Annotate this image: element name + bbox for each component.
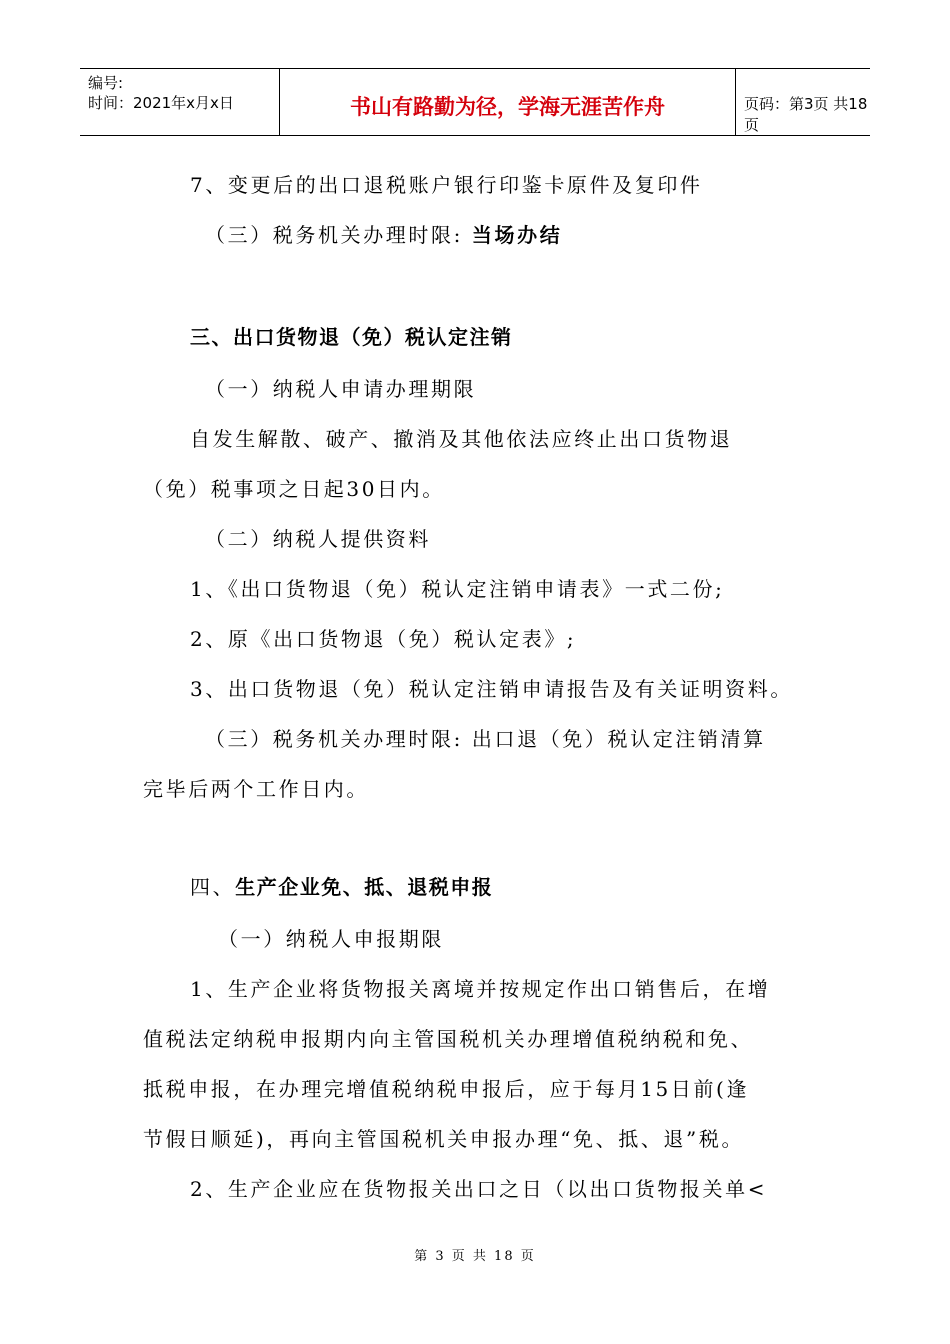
paragraph-line	[205, 220, 562, 250]
paragraph-line: 节假日顺延)，再向主管国税机关申报办理“免、抵、退”税。	[143, 1127, 745, 1151]
paragraph-line: （一）纳税人申请办理期限	[205, 377, 477, 401]
paragraph-line: 完毕后两个工作日内。	[143, 777, 369, 801]
header-date: 时间：2021年x月x日	[88, 94, 234, 112]
header-motto: 书山有路勤为径，学海无涯苦作舟	[350, 95, 665, 119]
paragraph-line: （二）纳税人提供资料	[205, 527, 431, 551]
paragraph-line: （一）纳税人申报期限	[218, 927, 444, 951]
header-page-info: 页码：第3页 共18页	[744, 95, 868, 134]
paragraph-line: 1、生产企业将货物报关离境并按规定作出口销售后，在增	[190, 977, 771, 1001]
header-number: 编号:	[88, 74, 124, 92]
page-header	[80, 68, 870, 136]
paragraph-line: 自发生解散、破产、撤消及其他依法应终止出口货物退	[190, 427, 733, 451]
time-limit-label: （三）税务机关办理时限:	[205, 223, 463, 247]
paragraph-line: 值税法定纳税申报期内向主管国税机关办理增值税纳税和免、	[143, 1027, 754, 1051]
time-limit-value: 当场办结	[471, 223, 563, 247]
section-heading: 三、出口货物退（免）税认定注销	[190, 325, 513, 349]
section-title: 生产企业免、抵、退税申报	[235, 875, 494, 899]
paragraph-line: 2、原《出口货物退（免）税认定表》;	[190, 627, 577, 651]
paragraph-line: （三）税务机关办理时限: 出口退（免）税认定注销清算	[205, 727, 766, 751]
section-number: 四、	[190, 875, 236, 899]
header-motto-cell	[280, 69, 736, 135]
paragraph-line: 2、生产企业应在货物报关出口之日（以出口货物报关单<	[190, 1177, 768, 1201]
paragraph-line: 1、《出口货物退（免）税认定注销申请表》一式二份;	[190, 577, 725, 601]
paragraph-line: 抵税申报，在办理完增值税纳税申报后，应于每月15日前(逢	[143, 1077, 750, 1101]
paragraph-line: 7、变更后的出口退税账户银行印鉴卡原件及复印件	[190, 173, 703, 197]
section-heading	[190, 872, 493, 902]
header-meta	[80, 69, 280, 135]
paragraph-line: （免）税事项之日起30日内。	[143, 477, 445, 501]
page-footer: 第 3 页 共 18 页	[414, 1249, 536, 1264]
paragraph-line: 3、出口货物退（免）税认定注销申请报告及有关证明资料。	[190, 677, 793, 701]
